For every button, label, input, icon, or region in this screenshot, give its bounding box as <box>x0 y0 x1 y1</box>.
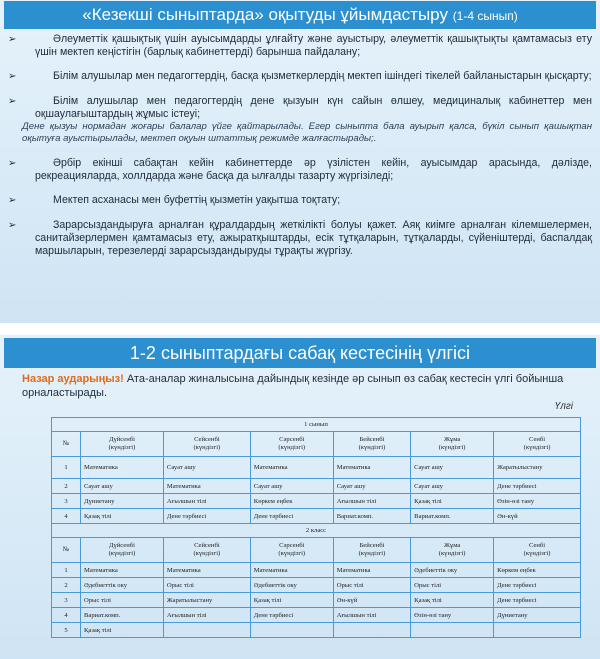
bullet-item: ➢ Зарарсыздандыруға арналған құралдардың жеткілікті болуы қажет. Аяқ киімге арналған кілемшелермен, санитайзерлермен қамтамасыз ету, ажыратқыштарды, есік тұтқаларын, тұтқаларды, сүйеніштерді, баспалдақ маршыларын, терезелерді зарарсыздандыруды тұрақты жүргізу. <box>8 218 592 258</box>
lesson-cell: Сауат ашу <box>163 457 250 479</box>
arrow-bullet-icon: ➢ <box>8 34 17 45</box>
day-name: Бейсенбі <box>359 542 385 549</box>
column-header-day <box>163 432 250 457</box>
lesson-cell: Сауат ашу <box>411 457 494 479</box>
lesson-cell: Ағылшын тілі <box>163 608 250 623</box>
column-header-day <box>333 432 410 457</box>
lesson-cell: Қазақ тілі <box>81 623 164 638</box>
arrow-bullet-icon: ➢ <box>8 158 17 170</box>
column-header-day <box>494 432 581 457</box>
slide-schedule <box>0 335 600 659</box>
table-row <box>52 457 581 479</box>
bullet-item: ➢ Білім алушылар мен педагогтердің дене қызуын күн сайын өлшеу, медициналық кабинеттер мен оқшаулағыштардың жұмыс істеуі; <box>8 94 592 120</box>
lesson-cell: Ағылшын тілі <box>333 494 410 509</box>
table-row <box>52 509 581 524</box>
day-name: Сенбі <box>528 436 546 443</box>
day-shift: (күндізгі) <box>438 444 466 451</box>
day-name: Жұма <box>444 542 461 549</box>
column-header-day <box>333 538 410 563</box>
lesson-cell: Орыс тілі <box>81 593 164 608</box>
lesson-cell: Өзін-өзі тану <box>411 608 494 623</box>
lesson-cell: Сауат ашу <box>411 479 494 494</box>
schedule-table <box>51 417 581 638</box>
lesson-cell <box>250 623 333 638</box>
slide2-title-bar <box>4 338 596 368</box>
arrow-bullet-icon: ➢ <box>8 219 17 231</box>
column-header-day <box>163 538 250 563</box>
lesson-cell: Математика <box>333 563 410 578</box>
day-shift: (күндізгі) <box>278 444 306 451</box>
table-header-row <box>52 432 581 457</box>
lesson-cell: Қазақ тілі <box>411 494 494 509</box>
table-header-row <box>52 538 581 563</box>
column-header-day <box>411 538 494 563</box>
lesson-number: 3 <box>52 494 81 509</box>
lesson-cell: Дүниетану <box>494 608 581 623</box>
lesson-cell: Орыс тілі <box>411 578 494 593</box>
column-header-day <box>250 538 333 563</box>
arrow-bullet-icon: ➢ <box>8 195 17 207</box>
day-name: Сейсенбі <box>194 436 220 443</box>
lesson-cell: Сауат ашу <box>333 479 410 494</box>
lesson-cell: Дене тәрбиесі <box>250 509 333 524</box>
day-shift: (күндізгі) <box>358 550 386 557</box>
lesson-cell: Дүниетану <box>81 494 164 509</box>
lesson-cell: Дене тәрбиесі <box>494 578 581 593</box>
lesson-cell: Жаратылыстану <box>494 457 581 479</box>
lesson-cell: Ағылшын тілі <box>163 494 250 509</box>
slide-organization <box>0 0 600 323</box>
lesson-number: 2 <box>52 479 81 494</box>
lesson-cell: Дене тәрбиесі <box>163 509 250 524</box>
italic-note: Дене қызуы нормадан жоғары балалар үйге қайтарылады. Егер сыныпта бала ауырып қалса, бүкіл сынып қашықтан оқытуға ауыстырылады, мектеп оқуын штаттық режимде жалғастырады;. <box>22 121 592 145</box>
table-row <box>52 479 581 494</box>
lesson-number: 5 <box>52 623 81 638</box>
table-group-row <box>52 524 581 538</box>
bullet-item: ➢ Әлеуметтік қашықтық үшін ауысымдарды ұлғайту және ауыстыру, әлеуметтік қашықтықты қамтамасыз ету үшін мектеп кеңістігін (барлық кабинеттерді) барынша пайдалану; <box>8 33 592 59</box>
attention-body: Ата-аналар жиналысына дайындық кезінде әр сынып өз сабақ кестесін үлгі бойынша орналастырады. <box>22 373 564 399</box>
day-shift: (күндізгі) <box>523 550 551 557</box>
column-header-day <box>81 538 164 563</box>
lesson-cell: Вариат.комп. <box>411 509 494 524</box>
day-name: Сейсенбі <box>194 542 220 549</box>
bullet-item: ➢ Білім алушылар мен педагогтердің, басқа қызметкерлердің мектеп ішіндегі тікелей байланыстарын қысқарту; <box>8 70 592 83</box>
slide1-title: «Кезекші сыныптарда» оқытуды ұйымдастыру <box>82 5 448 24</box>
table-row <box>52 593 581 608</box>
lesson-cell <box>494 623 581 638</box>
lesson-cell: Қазақ тілі <box>411 593 494 608</box>
slide-separator <box>0 323 600 335</box>
column-header-number: № <box>52 538 81 563</box>
attention-label: Назар аударыңыз! <box>22 373 124 385</box>
day-name: Дүйсенбі <box>108 436 135 443</box>
slide2-title: 1-2 сыныптардағы сабақ кестесінің үлгісі <box>129 343 471 363</box>
lesson-cell: Математика <box>163 563 250 578</box>
table-row <box>52 623 581 638</box>
lesson-cell: Вариат.комп. <box>81 608 164 623</box>
day-shift: (күндізгі) <box>438 550 466 557</box>
bullet-item: ➢ Мектеп асханасы мен буфеттің қызметін уақытша тоқтату; <box>8 194 341 207</box>
day-name: Бейсенбі <box>359 436 385 443</box>
lesson-cell: Өзін-өзі тану <box>494 494 581 509</box>
lesson-cell: Қазақ тілі <box>81 509 164 524</box>
lesson-cell: Математика <box>250 563 333 578</box>
day-shift: (күндізгі) <box>108 550 136 557</box>
slide1-title-bar <box>4 1 596 29</box>
bullet-list <box>6 33 592 269</box>
lesson-cell: Математика <box>81 563 164 578</box>
lesson-number: 2 <box>52 578 81 593</box>
lesson-cell: Орыс тілі <box>333 578 410 593</box>
lesson-cell: Математика <box>250 457 333 479</box>
lesson-cell: Қазақ тілі <box>250 593 333 608</box>
lesson-cell: Әдебиеттік оку <box>250 578 333 593</box>
bullet-item: ➢ Әрбір екінші сабақтан кейін кабинеттерде әр үзілістен кейін, ауысымдар арасында, дәлізде, рекреацияларда, холлдарда және басқа да ылғалды тазарту жүргізіледі; <box>8 157 592 183</box>
table-row <box>52 494 581 509</box>
lesson-number: 1 <box>52 563 81 578</box>
lesson-cell <box>333 623 410 638</box>
day-name: Сәрсенбі <box>279 542 305 549</box>
lesson-cell: Дене тәрбиесі <box>494 593 581 608</box>
table-group-row <box>52 418 581 432</box>
lesson-cell: Математика <box>333 457 410 479</box>
lesson-number: 3 <box>52 593 81 608</box>
column-header-day <box>494 538 581 563</box>
lesson-number: 4 <box>52 608 81 623</box>
lesson-cell: Ән-күй <box>494 509 581 524</box>
day-shift: (күндізгі) <box>108 444 136 451</box>
day-name: Жұма <box>444 436 461 443</box>
day-shift: (күндізгі) <box>193 444 221 451</box>
lesson-cell <box>163 623 250 638</box>
lesson-cell: Сауат ашу <box>250 479 333 494</box>
lesson-cell: Жаратылыстану <box>163 593 250 608</box>
lesson-cell: Әдебиеттік оку <box>411 563 494 578</box>
sample-label: Үлгі <box>554 401 573 412</box>
table-row <box>52 578 581 593</box>
lesson-cell: Сауат ашу <box>81 479 164 494</box>
lesson-cell: Дене тәрбиесі <box>494 479 581 494</box>
column-header-day <box>250 432 333 457</box>
day-name: Сәрсенбі <box>279 436 305 443</box>
column-header-day <box>81 432 164 457</box>
lesson-cell: Көркем еңбек <box>494 563 581 578</box>
day-shift: (күндізгі) <box>523 444 551 451</box>
lesson-cell: Математика <box>81 457 164 479</box>
lesson-cell: Математика <box>163 479 250 494</box>
column-header-number: № <box>52 432 81 457</box>
day-shift: (күндізгі) <box>278 550 306 557</box>
slide1-title-grades: (1-4 сынып) <box>452 9 518 23</box>
lesson-cell <box>411 623 494 638</box>
day-shift: (күндізгі) <box>358 444 386 451</box>
attention-text <box>22 372 588 400</box>
table-row <box>52 563 581 578</box>
day-shift: (күндізгі) <box>193 550 221 557</box>
lesson-cell: Ән-күй <box>333 593 410 608</box>
day-name: Сенбі <box>528 542 546 549</box>
column-header-day <box>411 432 494 457</box>
class-group-label: 1 сынып <box>52 418 581 432</box>
day-name: Дүйсенбі <box>108 542 135 549</box>
lesson-cell: Орыс тілі <box>163 578 250 593</box>
lesson-number: 1 <box>52 457 81 479</box>
lesson-cell: Вариат.комп. <box>333 509 410 524</box>
arrow-bullet-icon: ➢ <box>8 95 17 107</box>
lesson-cell: Дене тәрбиесі <box>250 608 333 623</box>
lesson-cell: Ағылшын тілі <box>333 608 410 623</box>
table-row <box>52 608 581 623</box>
arrow-bullet-icon: ➢ <box>8 71 17 83</box>
lesson-cell: Әдебиеттік оку <box>81 578 164 593</box>
class-group-label: 2 класс <box>52 524 581 538</box>
lesson-cell: Көркем еңбек <box>250 494 333 509</box>
lesson-number: 4 <box>52 509 81 524</box>
